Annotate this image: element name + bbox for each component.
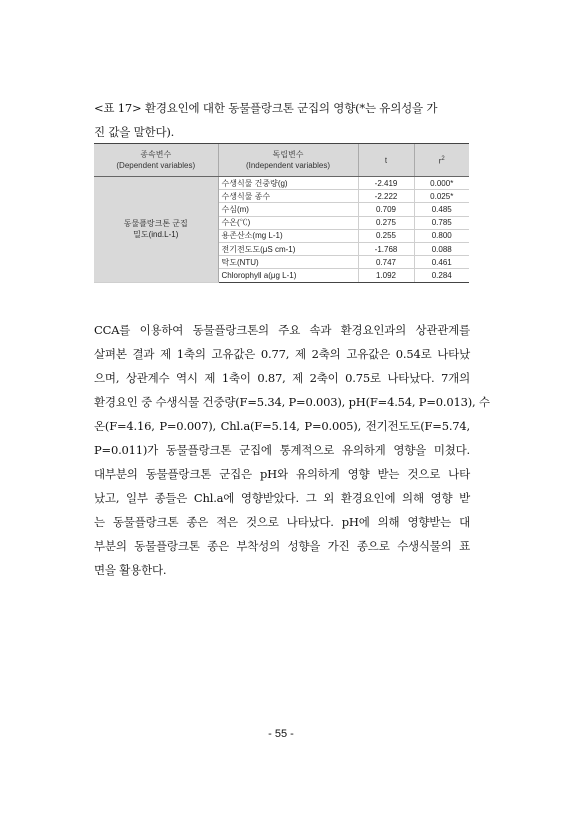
caption-line: 진 값을 말한다). — [94, 125, 175, 139]
paragraph-line: 부분의 동물플랑크톤 종은 부착성의 성향을 가진 종으로 수생식물의 표 — [94, 539, 470, 553]
header-dependent-variables — [94, 144, 218, 177]
paragraph-line: P=0.011)가 동물플랑크톤 군집에 통계적으로 유의하게 영향을 미쳤다. — [94, 443, 470, 457]
paragraph-line: 는 동물플랑크톤 종은 적은 것으로 나타났다. pH에 의해 영향받는 대 — [94, 515, 470, 529]
r2-value-cell: 0.785 — [414, 216, 469, 229]
variable-cell: 수생식물 건중량(g) — [218, 177, 358, 190]
r2-value-cell: 0.461 — [414, 256, 469, 269]
t-value-cell: 0.275 — [358, 216, 414, 229]
header-dependent-en: (Dependent variables) — [116, 161, 196, 170]
dependent-variable-line: 동물플랑크톤 군집 — [123, 219, 188, 229]
paragraph-line: CCA를 이용하여 동물플랑크톤의 주요 속과 환경요인과의 상관관계를 — [94, 323, 470, 337]
dependent-variable-cell — [94, 177, 218, 283]
t-value-cell: 0.709 — [358, 203, 414, 216]
table-caption — [94, 96, 470, 144]
r2-value-cell: 0.485 — [414, 203, 469, 216]
t-value-cell: -2.222 — [358, 190, 414, 203]
paragraph-line: 온(F=4.16, P=0.007), Chl.a(F=5.14, P=0.005), 전기전도도(F=5.74, — [94, 419, 470, 433]
paragraph-line: 면을 활용한다. — [94, 563, 167, 577]
header-r-superscript: 2 — [441, 155, 445, 162]
t-value-cell: 0.747 — [358, 256, 414, 269]
header-r-label: r — [438, 156, 442, 166]
table-header-row — [94, 144, 469, 177]
variable-cell: 수심(m) — [218, 203, 358, 216]
variable-cell: 전기전도도(μS cm-1) — [218, 242, 358, 255]
header-t-label: t — [384, 155, 388, 165]
variable-cell: 수생식물 종수 — [218, 190, 358, 203]
page-number: - 55 - — [268, 728, 294, 740]
header-dependent-ko: 종속변수 — [140, 150, 172, 159]
header-independent-ko: 독립변수 — [272, 150, 304, 159]
header-r-squared — [414, 144, 469, 177]
t-value-cell: 0.255 — [358, 229, 414, 242]
header-independent-en: (Independent variables) — [245, 161, 331, 170]
r2-value-cell: 0.088 — [414, 242, 469, 255]
table-row — [94, 177, 469, 190]
paragraph-line: 살펴본 결과 제 1축의 고유값은 0.77, 제 2축의 고유값은 0.54로 나타났 — [94, 347, 470, 361]
paragraph-line: 대부분의 동물플랑크톤 군집은 pH와 유의하게 영향 받는 것으로 나타 — [94, 467, 470, 481]
variable-cell: 수온(℃) — [218, 216, 358, 229]
r2-value-cell: 0.025* — [414, 190, 469, 203]
data-table — [94, 143, 469, 283]
r2-value-cell: 0.800 — [414, 229, 469, 242]
r2-value-cell: 0.284 — [414, 269, 469, 282]
paragraph-line: 났고, 일부 종들은 Chl.a에 영향받았다. 그 외 환경요인에 의해 영향 받 — [94, 491, 470, 505]
r2-value-cell: 0.000* — [414, 177, 469, 190]
paragraph-line: 으며, 상관계수 역시 제 1축이 0.87, 제 2축이 0.75로 나타났다. 7개의 — [94, 371, 470, 385]
dependent-variable-line: 밀도(ind.L-1) — [133, 230, 179, 240]
body-paragraph — [94, 318, 490, 582]
t-value-cell: -1.768 — [358, 242, 414, 255]
caption-line: <표 17> 환경요인에 대한 동물플랑크톤 군집의 영향(*는 유의성을 가 — [94, 101, 438, 115]
variable-cell: 용존산소(mg L-1) — [218, 229, 358, 242]
variable-cell: 탁도(NTU) — [218, 256, 358, 269]
paragraph-line: 환경요인 중 수생식물 건중량(F=5.34, P=0.003), pH(F=4.54, P=0.013), 수 — [94, 395, 490, 409]
header-independent-variables — [218, 144, 358, 177]
t-value-cell: 1.092 — [358, 269, 414, 282]
t-value-cell: -2.419 — [358, 177, 414, 190]
header-t — [358, 144, 414, 177]
variable-cell: Chlorophyll a(μg L-1) — [218, 269, 358, 282]
